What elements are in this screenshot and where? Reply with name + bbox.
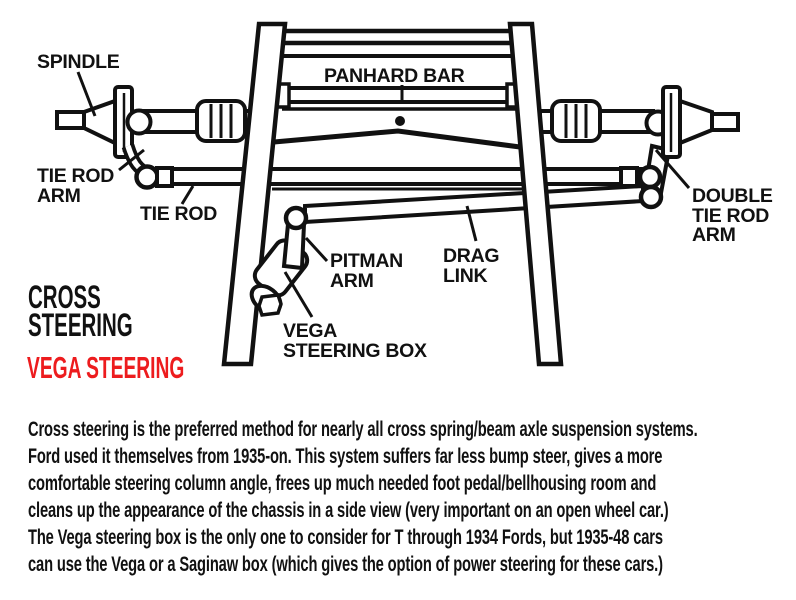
crossmember-bar <box>280 31 516 43</box>
double-arm-label-line2: TIE ROD <box>692 205 769 227</box>
section-title <box>28 279 133 343</box>
left-axle-boss <box>128 111 151 134</box>
panhard-bar-label: PANHARD BAR <box>324 65 465 87</box>
spindle-label: SPINDLE <box>37 51 120 73</box>
vega-box-label-line2: STEERING BOX <box>283 340 427 362</box>
left-spindle-stub <box>57 112 84 128</box>
spring-center-dot <box>395 116 405 126</box>
right-tie-rod-adjuster <box>621 168 637 186</box>
body-line-4: cleans up the appearance of the chassis in a side view (very important on an open wheel car.) <box>28 499 669 522</box>
double-arm-label-line3: ARM <box>692 224 736 246</box>
section-title-line1: CROSS <box>28 279 101 315</box>
chassis-crossmember <box>280 31 516 56</box>
double-arm-label-line1: DOUBLE <box>692 185 773 207</box>
body-line-1: Cross steering is the preferred method for nearly all cross spring/beam axle suspension systems. <box>28 418 698 441</box>
pitman-arm-label-line2: ARM <box>330 270 374 292</box>
section-subtitle: VEGA STEERING <box>27 350 185 385</box>
tie-rod-arm-label-line1: TIE ROD <box>37 165 114 187</box>
right-spindle-stub <box>712 114 738 130</box>
steering-box-nut <box>259 295 281 315</box>
tie-rod-arm-label-line2: ARM <box>37 185 81 207</box>
left-tie-rod-ball <box>137 167 158 188</box>
body-line-3: comfortable steering column angle, frees up much needed foot pedal/bellhousing room and <box>28 472 657 495</box>
body-line-2: Ford used it themselves from 1935-on. This system suffers far less bump steer, gives a more <box>28 445 663 468</box>
vega-box-label-line1: VEGA <box>283 320 338 342</box>
pitman-arm-shape <box>284 224 304 268</box>
panhard-bar-part <box>277 84 519 126</box>
section-title-line2: STEERING <box>28 307 133 343</box>
drag-link-label-line1: DRAG <box>443 245 500 267</box>
pitman-arm-leader <box>306 238 327 261</box>
drag-link-label-line2: LINK <box>443 265 488 287</box>
body-paragraph <box>28 416 796 578</box>
tie-rod-bar <box>167 169 641 184</box>
vega-box-leader <box>285 272 312 317</box>
tie-rod-leader <box>182 186 193 204</box>
double-arm-upper-ball <box>640 167 660 187</box>
left-spindle-cone <box>84 101 115 143</box>
pitman-ball <box>286 208 306 228</box>
panhard-bar-shape <box>284 88 514 102</box>
drag-link-bar <box>305 186 643 222</box>
leaf-spring <box>274 131 520 147</box>
body-line-6: can use the Vega or a Saginaw box (which gives the option of power steering for these cars.) <box>28 553 663 576</box>
tie-rod-label: TIE ROD <box>140 203 217 225</box>
right-spindle-cone <box>680 101 712 143</box>
left-tie-rod-adjuster <box>157 168 172 186</box>
body-line-5: The Vega steering box is the only one to consider for T through 1934 Fords, but 1935-48 cars <box>28 526 663 549</box>
double-arm-lower-ball <box>641 187 661 207</box>
pitman-arm-label-line1: PITMAN <box>330 250 403 272</box>
